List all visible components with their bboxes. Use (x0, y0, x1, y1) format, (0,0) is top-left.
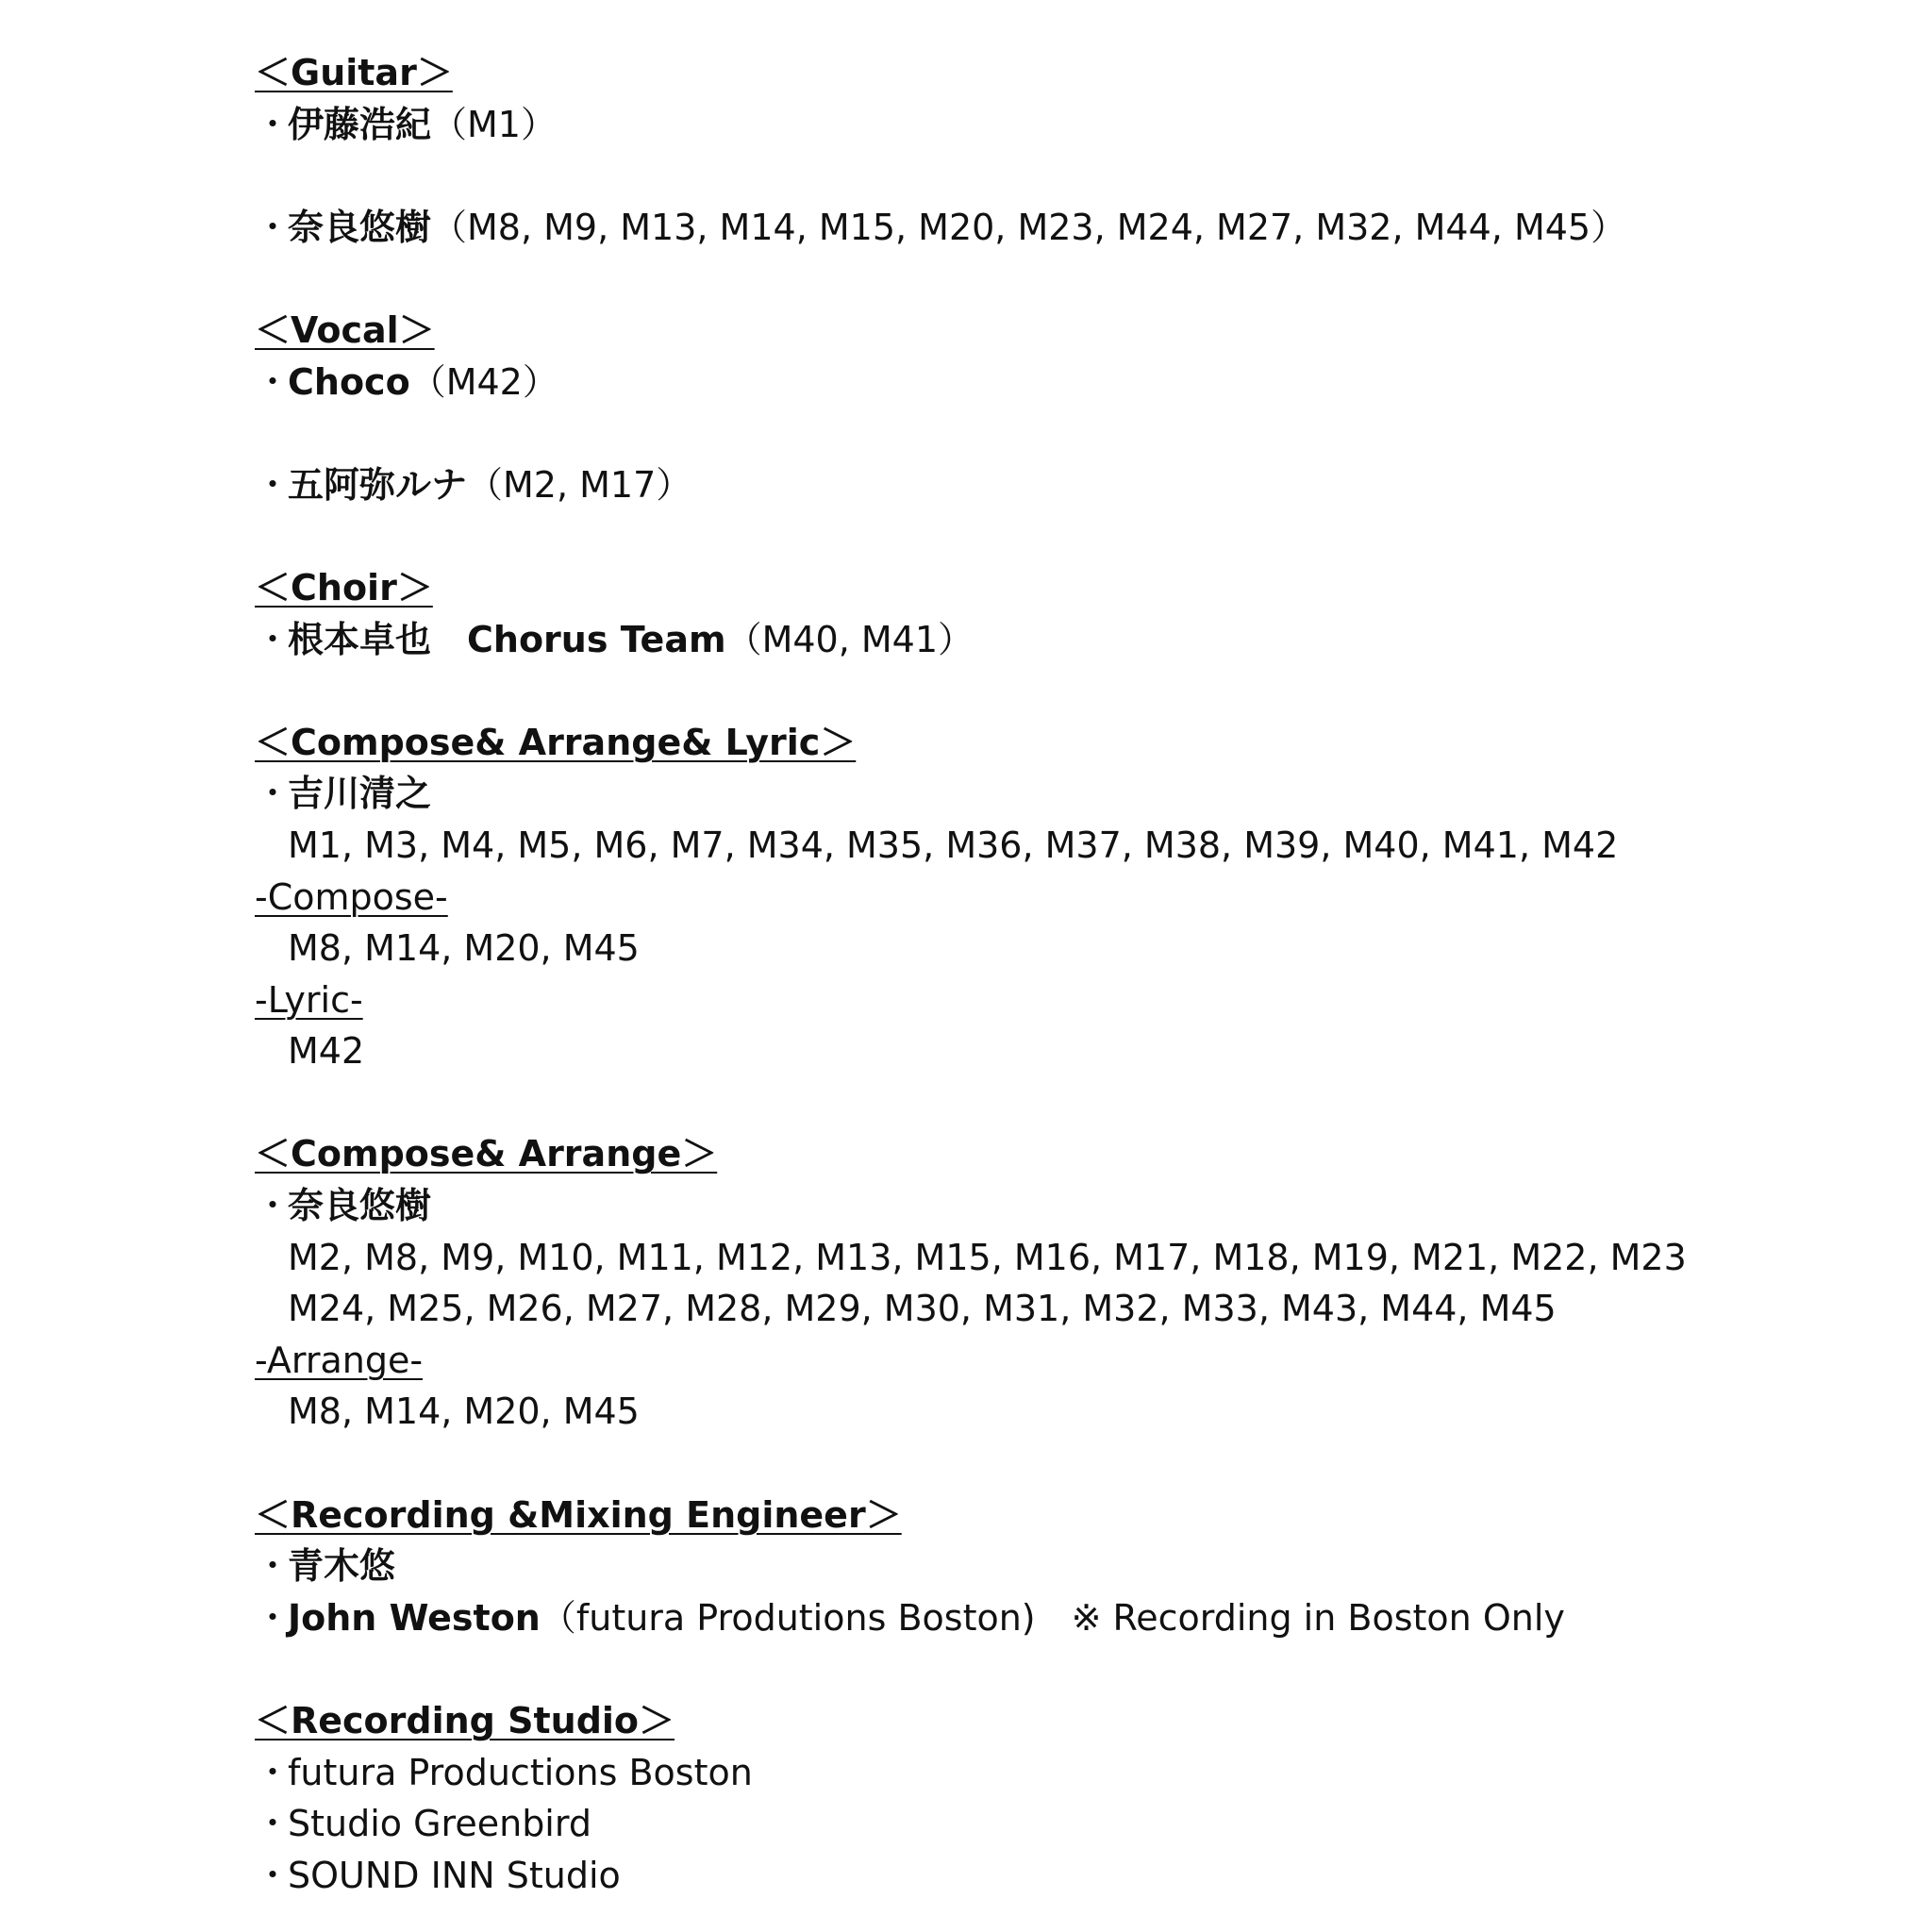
bullet: ・ (255, 1596, 291, 1639)
vocal-singer (255, 357, 1858, 408)
studio-name: futura Productions Boston (288, 1751, 753, 1793)
guitar-player (255, 99, 1858, 151)
choir-tracks: （M40, M41） (725, 618, 974, 660)
engineer-name: John Weston (288, 1596, 541, 1639)
compose-label: -Compose- (255, 875, 448, 918)
composer-entry (255, 1180, 1858, 1232)
spacer (255, 150, 1858, 202)
section-heading-vocal: ＜Vocal＞ (255, 308, 435, 351)
composer-name: 吉川清之 (288, 773, 432, 815)
subsection-label-compose (255, 872, 1858, 924)
section-heading-studio: ＜Recording Studio＞ (255, 1700, 675, 1741)
subsection-label-arrange (255, 1335, 1858, 1387)
track-list: M8, M14, M20, M45 (288, 927, 640, 970)
studio-item (255, 1798, 1858, 1850)
track-list: M2, M8, M9, M10, M11, M12, M13, M15, M16, M17, M18, M19, M21, M22, M23 (288, 1236, 1687, 1278)
singer-tracks: （M42） (409, 360, 558, 403)
credits-document (255, 47, 1858, 1901)
singer-name: 五阿弥ルナ (288, 463, 468, 506)
track-list: M1, M3, M4, M5, M6, M7, M34, M35, M36, M37, M38, M39, M40, M41, M42 (288, 824, 1619, 866)
bullet: ・ (255, 1803, 291, 1845)
lyric-label: -Lyric- (255, 978, 363, 1021)
arrange-label: -Arrange- (255, 1339, 424, 1381)
bullet: ・ (255, 1751, 291, 1793)
vocal-singer (255, 459, 1858, 511)
subsection-label-lyric (255, 974, 1858, 1026)
choir-entry (255, 614, 1858, 666)
engineer-note: （futura Produtions Boston) ※ Recording in Boston Only (540, 1596, 1565, 1639)
singer-tracks: （M2, M17） (467, 463, 692, 506)
spacer (255, 253, 1858, 305)
studio-item (255, 1747, 1858, 1799)
section-heading-compose-arrange-lyric: ＜Compose& Arrange& Lyric＞ (255, 721, 857, 763)
studio-name: Studio Greenbird (288, 1803, 591, 1845)
spacer (255, 665, 1858, 717)
spacer (255, 408, 1858, 459)
section-heading-guitar: ＜Guitar＞ (255, 52, 453, 93)
bullet: ・ (255, 1854, 291, 1896)
bullet: ・ (255, 1545, 291, 1588)
section-heading-choir: ＜Choir＞ (255, 566, 433, 608)
spacer (255, 1077, 1858, 1129)
spacer (255, 1643, 1858, 1695)
section-heading-compose-arrange: ＜Compose& Arrange＞ (255, 1133, 718, 1175)
bullet: ・ (255, 618, 291, 660)
player-name: 奈良悠樹 (288, 206, 432, 248)
choir-name: 根本卓也 Chorus Team (288, 618, 726, 660)
engineer-entry (255, 1592, 1858, 1644)
track-list: M42 (288, 1030, 365, 1073)
spacer (255, 510, 1858, 562)
studio-item (255, 1850, 1858, 1902)
studio-name: SOUND INN Studio (288, 1854, 621, 1896)
player-tracks: （M8, M9, M13, M14, M15, M20, M23, M24, M27, M32, M44, M45） (431, 206, 1627, 248)
composer-entry (255, 768, 1858, 820)
guitar-player (255, 202, 1858, 254)
track-list: M24, M25, M26, M27, M28, M29, M30, M31, M32, M33, M43, M44, M45 (288, 1288, 1557, 1330)
track-list: M8, M14, M20, M45 (288, 1391, 640, 1433)
bullet: ・ (255, 206, 291, 248)
bullet: ・ (255, 1185, 291, 1227)
player-tracks: （M1） (431, 103, 557, 145)
section-heading-engineer: ＜Recording &Mixing Engineer＞ (255, 1493, 902, 1536)
bullet: ・ (255, 103, 291, 145)
engineer-name: 青木悠 (288, 1545, 396, 1588)
composer-name: 奈良悠樹 (288, 1185, 432, 1227)
bullet: ・ (255, 773, 291, 815)
spacer (255, 1438, 1858, 1490)
engineer-entry (255, 1541, 1858, 1592)
singer-name: Choco (288, 360, 410, 403)
bullet: ・ (255, 463, 291, 506)
bullet: ・ (255, 360, 291, 403)
player-name: 伊藤浩紀 (288, 103, 432, 145)
